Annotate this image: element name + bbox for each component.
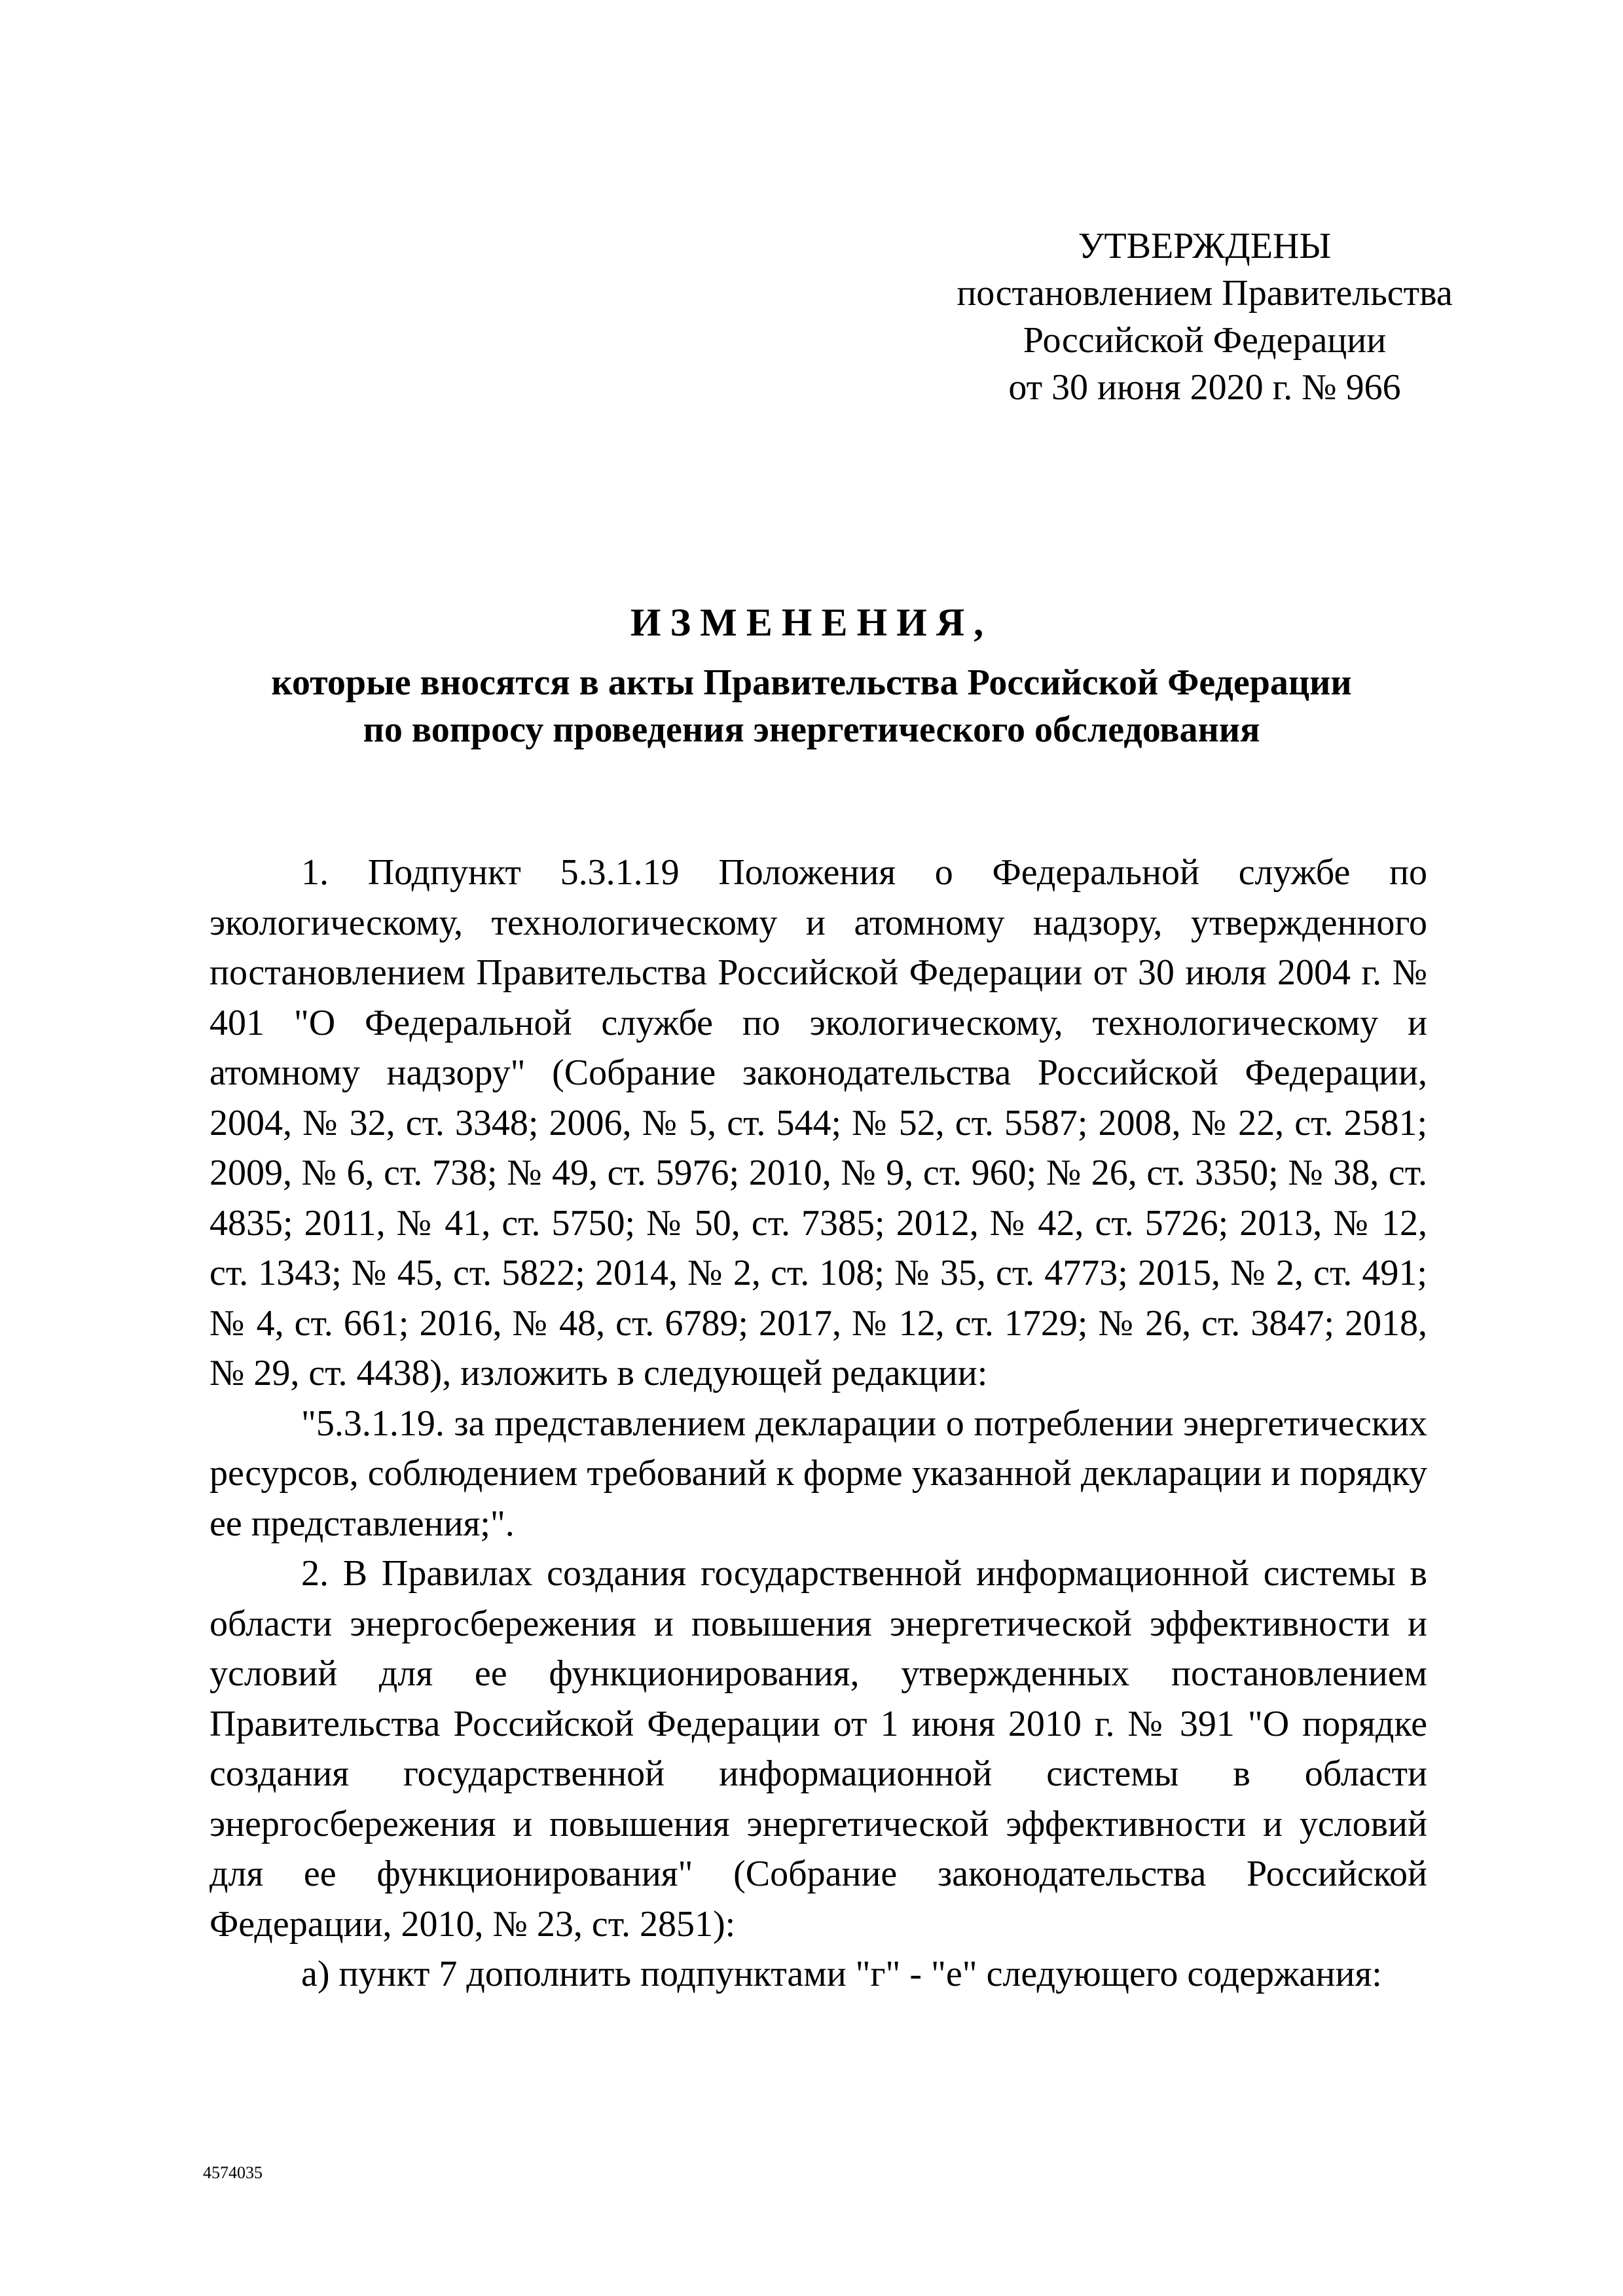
paragraph-2a: а) пункт 7 дополнить подпунктами "г" - "е" следующего содержания:: [301, 1954, 1382, 1994]
approval-line-1: постановлением Правительства: [957, 273, 1453, 314]
document-body: [210, 848, 1427, 2000]
approval-block: [877, 223, 1532, 411]
approval-line-3: от 30 июня 2020 г. № 966: [1008, 367, 1401, 408]
paragraph-2: 2. В Правилах создания государственной информационной системы в области энергосбережения и повышения энергетической эффективности и условий для ее функционирования, утвержденных постановлением Правительства Российской Федерации от 1 июня 2010 г. № 391 "О порядке создания государственной информационной системы в области энергосбережения и повышения энергетической эффективности и условий для ее функционирования" (Собрание законодательства Российской Федерации, 2010, № 23, ст. 2851):: [210, 1553, 1427, 1945]
document-code: 4574035: [203, 2163, 263, 2182]
approval-line-2: Российской Федерации: [1023, 320, 1387, 361]
paragraph-1: 1. Подпункт 5.3.1.19 Положения о Федеральной службе по экологическому, технологическому и атомному надзору, утвержденного постановлением Правительства Российской Федерации от 30 июля 2004 г. № 401 "О Федеральной службе по экологическому, технологическому и атомному надзору" (Собрание законодательства Российской Федерации, 2004, № 32, ст. 3348; 2006, № 5, ст. 544; № 52, ст. 5587; 2008, № 22, ст. 2581; 2009, № 6, ст. 738; № 49, ст. 5976; 2010, № 9, ст. 960; № 26, ст. 3350; № 38, ст. 4835; 2011, № 41, ст. 5750; № 50, ст. 7385; 2012, № 42, ст. 5726; 2013, № 12, ст. 1343; № 45, ст. 5822; 2014, № 2, ст. 108; № 35, ст. 4773; 2015, № 2, ст. 491; № 4, ст. 661; 2016, № 48, ст. 6789; 2017, № 12, ст. 1729; № 26, ст. 3847; 2018, № 29, ст. 4438), изложить в следующей редакции:: [210, 852, 1427, 1393]
title-heading: ИЗМЕНЕНИЯ,: [630, 601, 993, 644]
title-subtitle-line-1: которые вносятся в акты Правительства Российской Федерации: [271, 662, 1352, 703]
title-subtitle-line-2: по вопросу проведения энергетического обследования: [363, 709, 1260, 750]
approval-stamp: УТВЕРЖДЕНЫ: [1078, 226, 1332, 266]
document-title: [0, 599, 1623, 753]
paragraph-quote: "5.3.1.19. за представлением декларации о потреблении энергетических ресурсов, соблюдением требований к форме указанной декларации и порядку ее представления;".: [210, 1403, 1427, 1544]
